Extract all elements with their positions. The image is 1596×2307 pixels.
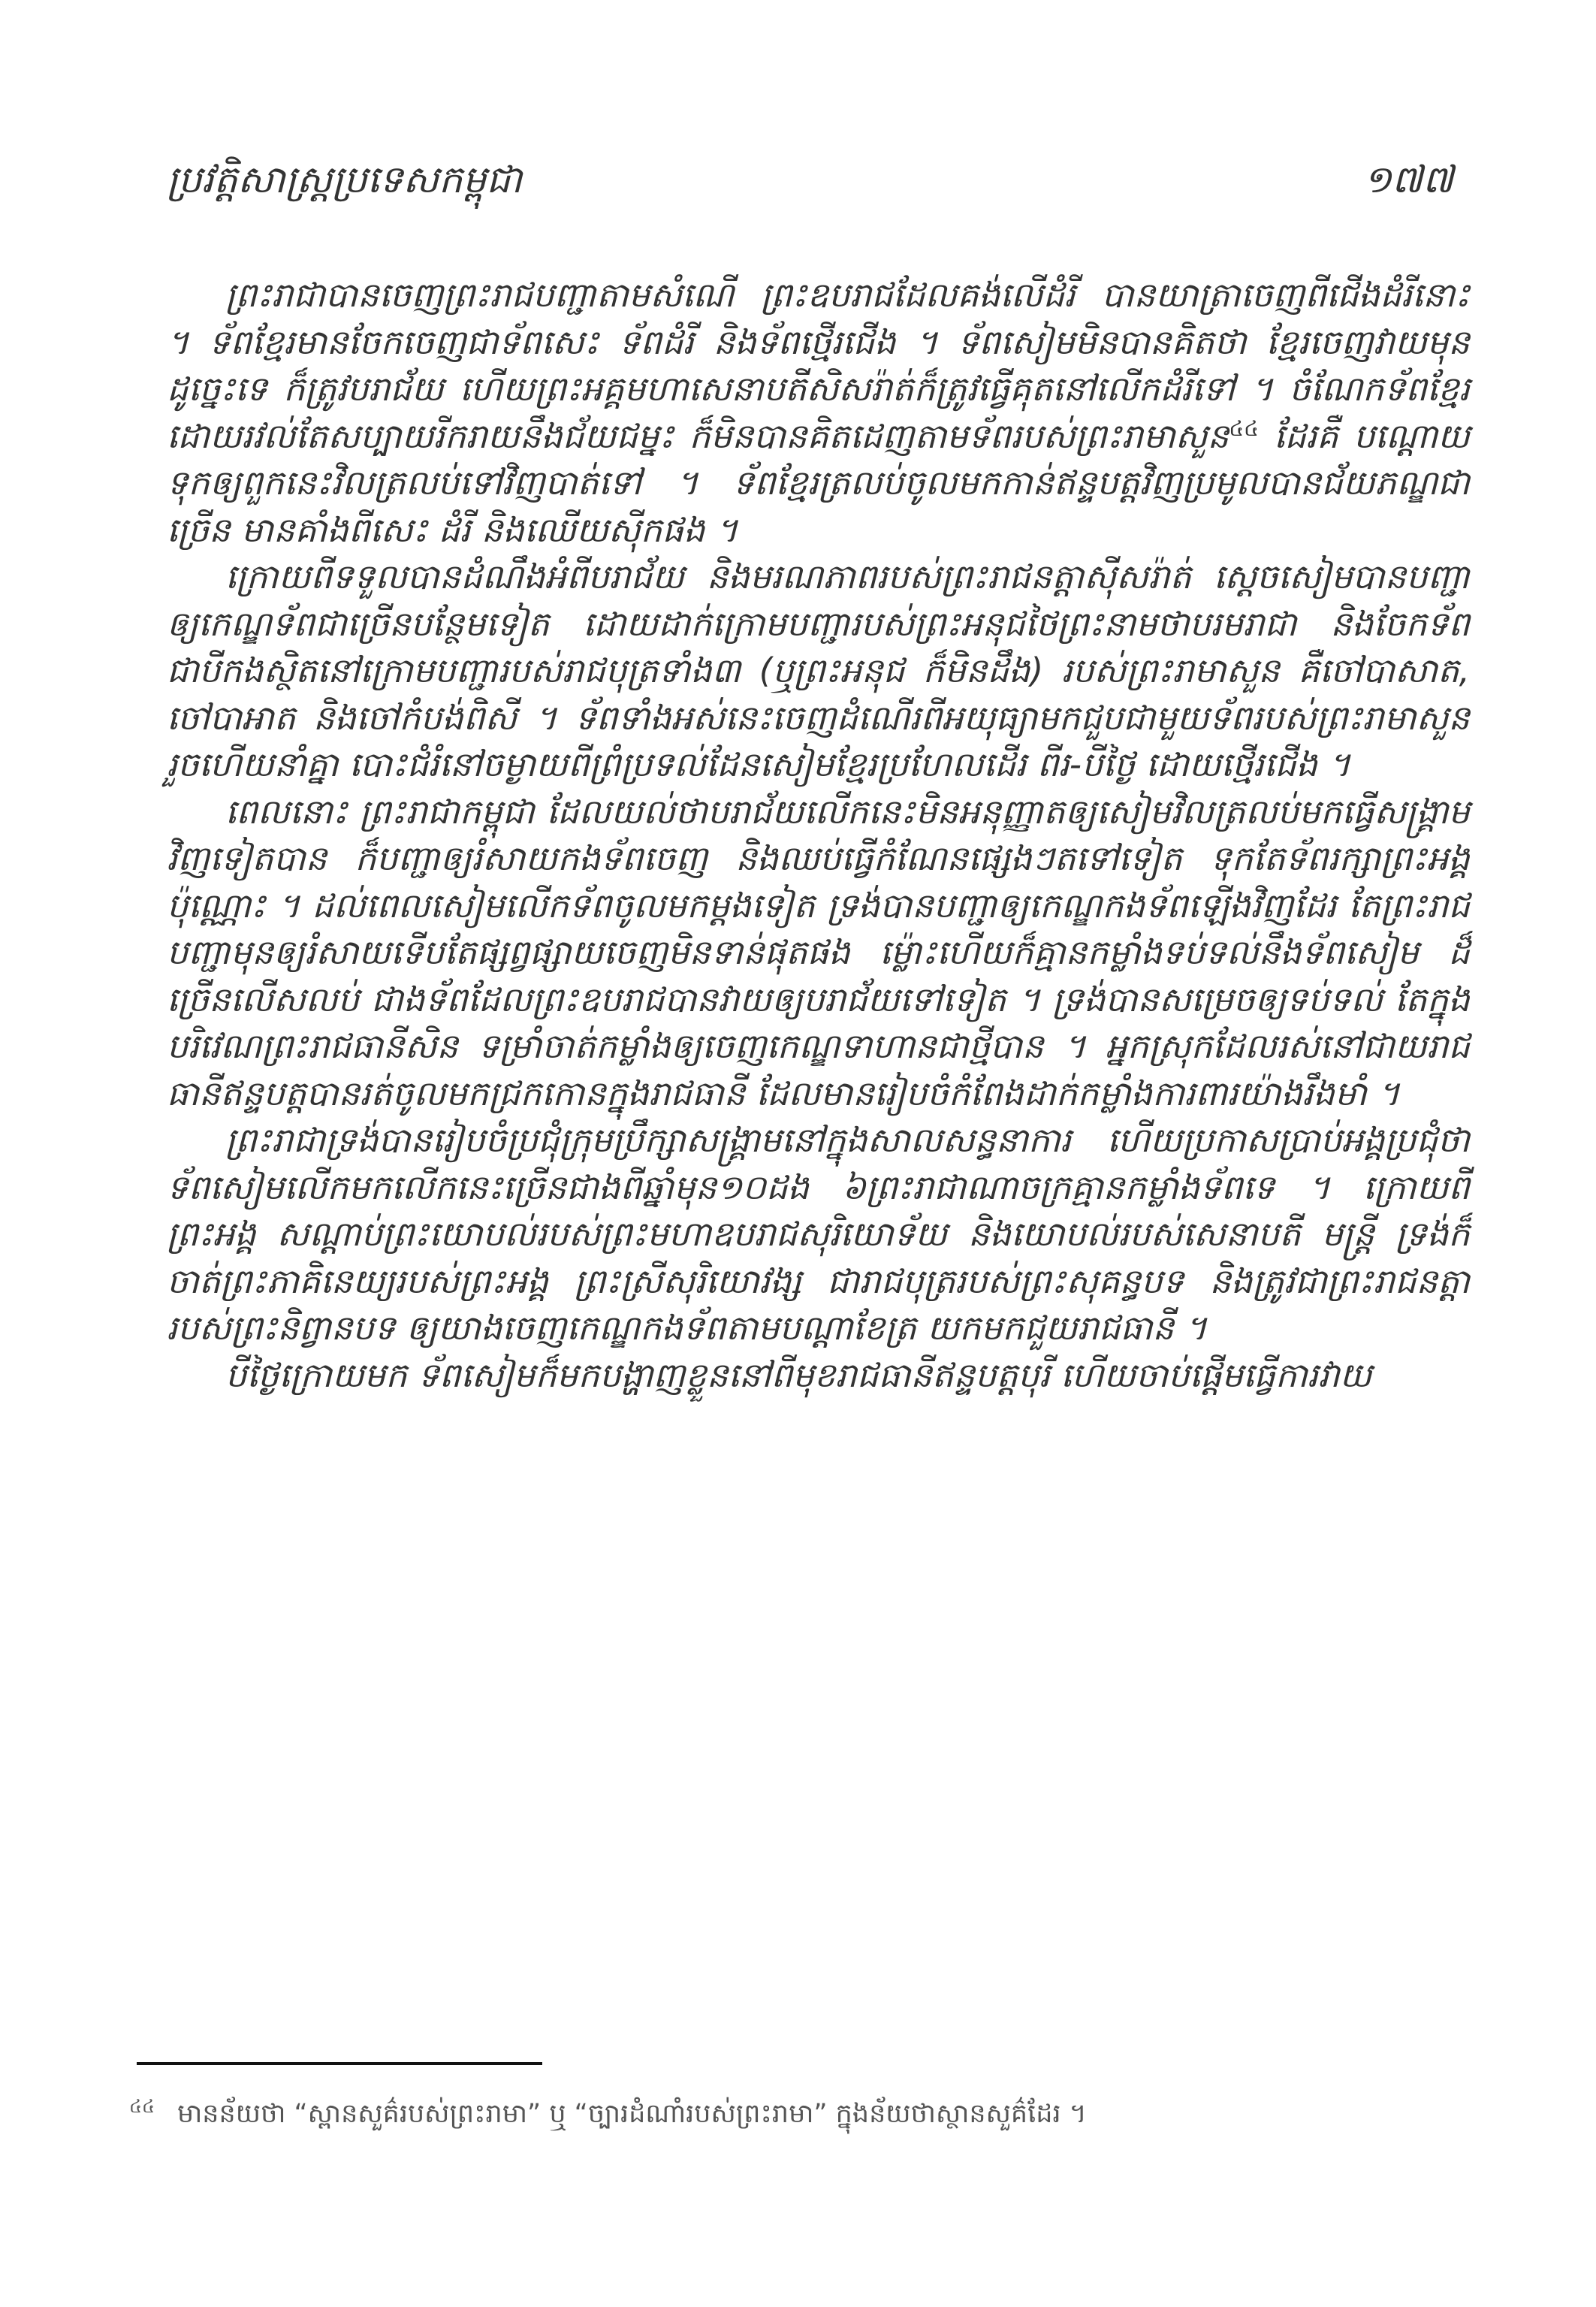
paragraph-1-continuation: ដែរគឺ បណ្ដោយទុកឲ្យពួកនេះវិលត្រលប់ទៅវិញបាត់ទៅ ។ ទ័ពខ្មែរត្រលប់ចូលមកកាន់ឥន្ទបត្តវិញប្រមូលបានជ័យភណ្ឌជាច្រើន មានគាំងពីសេះ ដំរី និងឈើយស៊ីកផង ។	[167, 415, 1471, 550]
paragraph-5: បីថ្ងៃក្រោយមក ទ័ពសៀមក៏មកបង្ហាញខ្លួននៅពីមុខរាជធានីឥន្ទបត្តបុរី ហើយចាប់ផ្ដើមធ្វើការវាយ	[225, 1354, 1372, 1395]
footnote-mark: ៤៤	[129, 2096, 155, 2118]
paragraph-1-text: ព្រះរាជាបានចេញព្រះរាជបញ្ជាតាមសំណើ ព្រះឧបរាជដែលគង់លើដំរី បានយាត្រាចេញពីជើងដំរីនោះ ។ ទ័ពខ្មែរមានចែកចេញជាទ័ពសេះ ទ័ពដំរី និងទ័ពថ្មើរជើង ។ ទ័ពសៀមមិនបានគិតថា ខ្មែរចេញវាយមុនដូច្នេះទេ ក៏ត្រូវបរាជ័យ ហើយព្រះអគ្គមហាសេនាបតីសិសរ៉ាត់ក៏ត្រូវធ្វើគុតនៅលើកដំរីទៅ ។ ចំណែកទ័ពខ្មែរ ដោយរវល់តែសប្បាយរីករាយនឹងជ័យជម្នះ ក៏មិនបានគិតដេញតាមទ័ពរបស់ព្រះរាមាសួន	[167, 275, 1470, 456]
footnote-divider	[137, 2062, 542, 2065]
book-title: ប្រវត្តិសាស្ត្រប្រទេសកម្ពុជា	[167, 158, 523, 201]
page-number: ១៧៧	[1363, 158, 1453, 201]
paragraph-1	[167, 272, 1470, 554]
body-text	[167, 272, 1470, 1399]
paragraph-4: ព្រះរាជាទ្រង់បានរៀបចំប្រជុំក្រុមប្រឹក្សាសង្គ្រាមនៅក្នុងសាលសន្ធនាការ ហើយប្រកាសប្រាប់អង្គប្រជុំថា ទ័ពសៀមលើកមកលើកនេះច្រើនជាងពីឆ្នាំមុន១០ដង ៦ព្រះរាជាណាចក្រគ្មានកម្លាំងទ័ពទេ ។ ក្រោយពីព្រះអង្គ សណ្ដាប់ព្រះយោបល់របស់ព្រះមហាឧបរាជសុរិយោទ័យ និងយោបល់របស់សេនាបតី មន្ត្រី ទ្រង់ក៏ចាត់ព្រះភាគិនេយ្យរបស់ព្រះអង្គ ព្រះស្រីសុរិយោវង្ស ជារាជបុត្ររបស់ព្រះសុគន្ធបទ និងត្រូវជាព្រះរាជនត្តារបស់ព្រះនិព្វានបទ ឲ្យយាងចេញកេណ្ឌកងទ័ពតាមបណ្ដាខែត្រ យកមកជួយរាជធានី ។	[167, 1120, 1470, 1348]
paragraph-2: ក្រោយពីទទួលបានដំណឹងអំពីបរាជ័យ និងមរណភាពរបស់ព្រះរាជនត្តាស៊ីសរ៉ាត់ ស្ដេចសៀមបានបញ្ជាឲ្យកេណ្ឌទ័ពជាច្រើនបន្ថែមទៀត ដោយដាក់ក្រោមបញ្ជារបស់ព្រះអនុជថៃព្រះនាមថាបរមរាជា និងចែកទ័ពជាបីកងស្ថិតនៅក្រោមបញ្ជារបស់រាជបុត្រទាំង៣ (ឬព្រះអនុជ ក៏មិនដឹង) របស់ព្រះរាមាសួន គឺចៅបាសាត, ចៅបាអាត និងចៅកំបង់ពិសី ។ ទ័ពទាំងអស់នេះចេញដំណើរពីអយុធ្យាមកជួបជាមួយទ័ពរបស់ព្រះរាមាសួន រួចហើយនាំគ្នា បោះជំរំនៅចម្ងាយពីព្រំប្រទល់ដែនសៀមខ្មែរប្រហែលដើរ ពីរ-បីថ្ងៃ ដោយថ្មើរជើង ។	[167, 557, 1470, 784]
running-head	[167, 156, 1453, 216]
footnote-reference: ៤៤	[1229, 415, 1259, 441]
footnote	[129, 2096, 1470, 2132]
footnote-text: មានន័យថា “ស្ពានសួគ៌របស់ព្រះរាមា” ឬ “ច្បារដំណាំរបស់ព្រះរាមា” ក្នុងន័យថាស្ថានសួគ៌ដែរ ។	[176, 2099, 1087, 2129]
paragraph-3: ពេលនោះ ព្រះរាជាកម្ពុជា ដែលយល់ថាបរាជ័យលើកនេះមិនអនុញ្ញាតឲ្យសៀមវិលត្រលប់មកធ្វើសង្គ្រាមវិញទៀតបាន ក៏បញ្ជាឲ្យរំសាយកងទ័ពចេញ និងឈប់ធ្វើកំណែនផ្សេងៗតទៅទៀត ទុកតែទ័ពរក្សាព្រះអង្គប៉ុណ្ណោះ ។ ដល់ពេលសៀមលើកទ័ពចូលមកម្ដងទៀត ទ្រង់បានបញ្ជាឲ្យកេណ្ឌកងទ័ពឡើងវិញដែរ តែព្រះរាជបញ្ជាមុនឲ្យរំសាយទើបតែផ្សព្វផ្សាយចេញមិនទាន់ផុតផង ម៉្លោះហើយក៏គ្មានកម្លាំងទប់ទល់នឹងទ័ពសៀម ដ៏ច្រើនលើសលប់ ជាងទ័ពដែលព្រះឧបរាជបានវាយឲ្យបរាជ័យទៅទៀត ។ ទ្រង់បានសម្រេចឲ្យទប់ទល់ តែក្នុងបរិវេណព្រះរាជធានីសិន ទម្រាំចាត់កម្លាំងឲ្យចេញកេណ្ឌទាហានជាថ្មីបាន ។ អ្នកស្រុកដែលរស់នៅជាយរាជធានីឥន្ទបត្តបានរត់ចូលមកជ្រកកោនក្នុងរាជធានី ដែលមានរៀបចំកំពែងដាក់កម្លាំងការពារយ៉ាងរឹងមាំ ។	[167, 791, 1470, 1113]
